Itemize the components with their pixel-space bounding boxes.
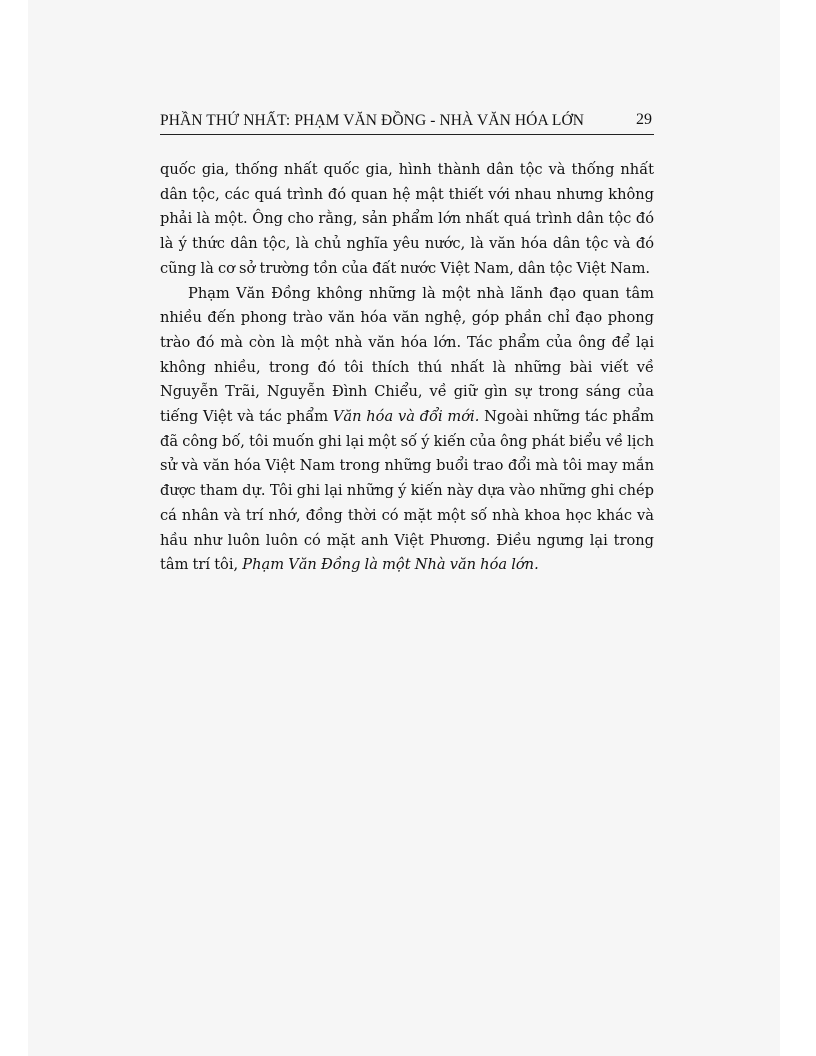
paragraph-2-text-start: Phạm Văn Đồng không những là một nhà lãnh đạo quan tâm nhiều đến phong trào văn hóa văn nghệ, góp phần chỉ đạo phong trào đó mà còn là một nhà văn hóa lớn. Tác phẩm của ông để lại không nhiều, trong đó tôi thích thú nhất là những bài viết về Nguyễn Trãi, Nguyễn Đình Chiểu, về giữ gìn sự trong sáng của tiếng Việt và tác phẩm xyxy=(160,284,654,426)
running-head: PHẦN THỨ NHẤT: PHẠM VĂN ĐỒNG - NHÀ VĂN HÓA LỚN xyxy=(160,112,585,129)
paragraph-2 xyxy=(160,282,654,578)
paragraph-1: quốc gia, thống nhất quốc gia, hình thành dân tộc và thống nhất dân tộc, các quá trình đó quan hệ mật thiết với nhau nhưng không phải là một. Ông cho rằng, sản phẩm lớn nhất quá trình dân tộc đó là ý thức dân tộc, là chủ nghĩa yêu nước, là văn hóa dân tộc và đó cũng là cơ sở trường tồn của đất nước Việt Nam, dân tộc Việt Nam. xyxy=(160,161,654,277)
paragraph-2-text-middle: Ngoài những tác phẩm đã công bố, tôi muốn ghi lại một số ý kiến của ông phát biểu về lịch sử và văn hóa Việt Nam trong những buổi trao đổi mà tôi may mắn được tham dự. Tôi ghi lại những ý kiến này dựa vào những ghi chép cá nhân và trí nhớ, đồng thời có mặt một số nhà khoa học khác và hầu như luôn luôn có mặt anh Việt Phương. Điều ngưng lại trong tâm trí tôi, xyxy=(160,408,654,574)
closing-statement: Phạm Văn Đồng là một Nhà văn hóa lớn. xyxy=(242,556,539,574)
page-header xyxy=(160,112,654,135)
body-text xyxy=(160,158,654,578)
book-title: Văn hóa và đổi mới. xyxy=(332,408,480,426)
page-number: 29 xyxy=(636,111,652,128)
